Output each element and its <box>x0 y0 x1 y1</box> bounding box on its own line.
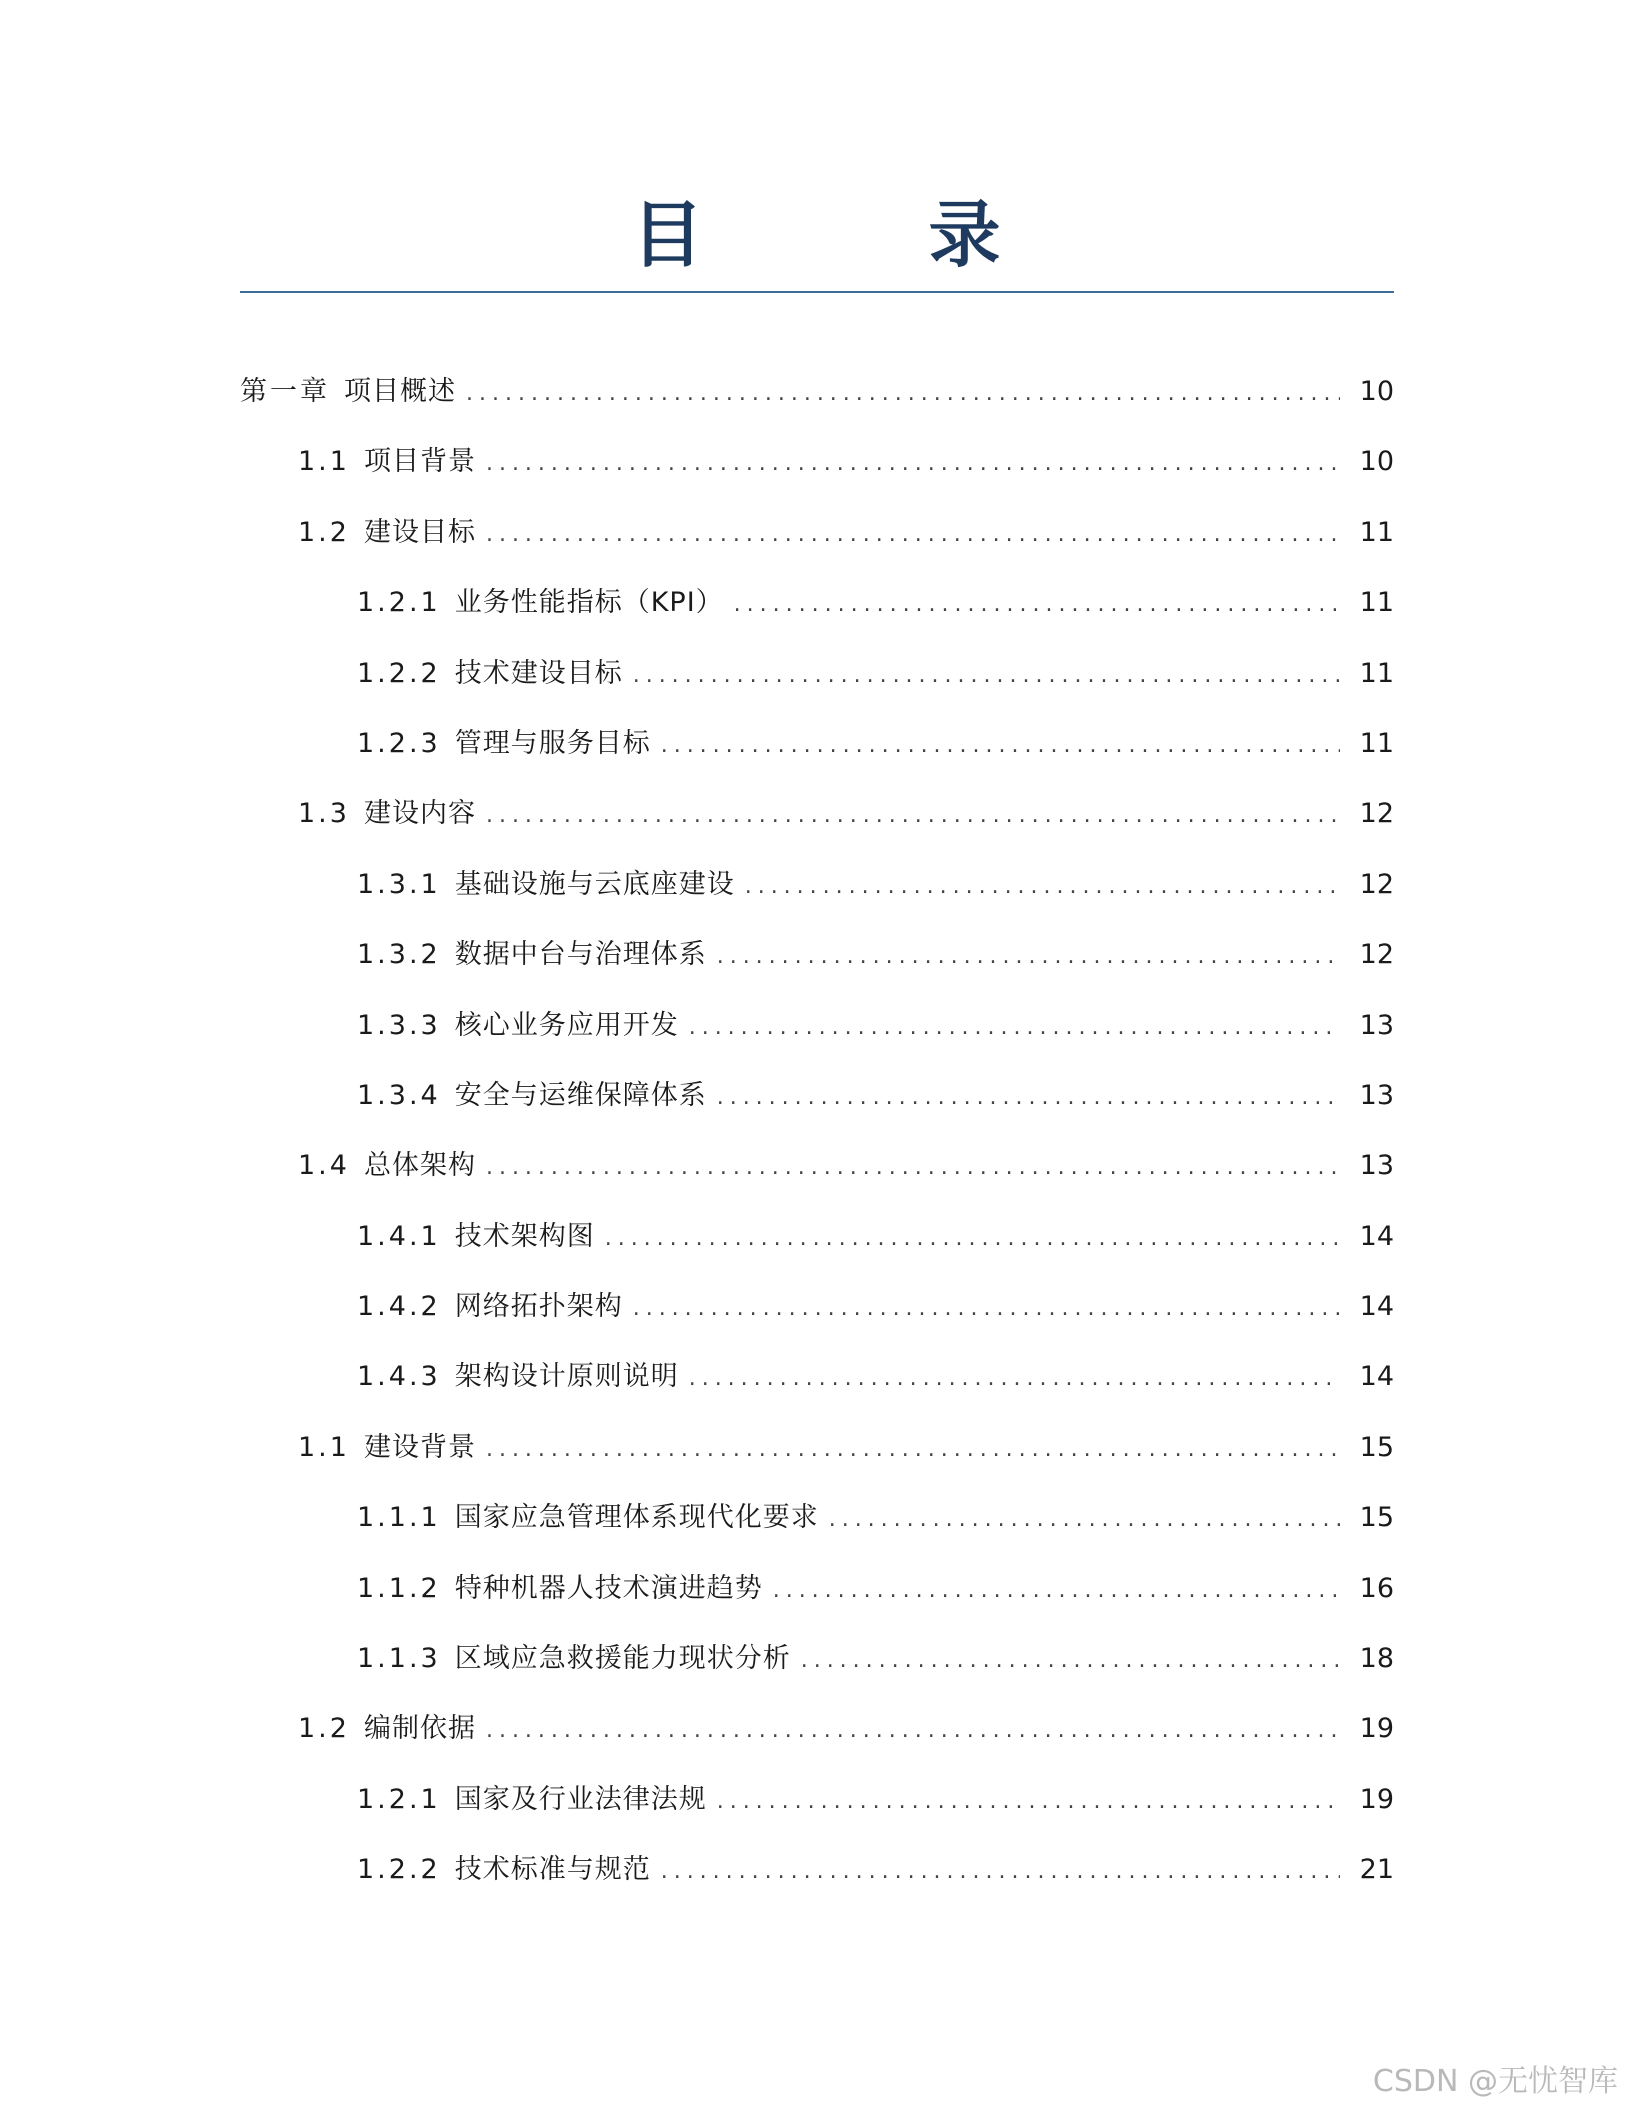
toc-entry-number: 1.4.2 <box>357 1291 441 1323</box>
toc-dot-leader <box>486 789 1340 843</box>
toc-entry-label: 建设目标 <box>363 516 476 548</box>
toc-entry-label: 编制依据 <box>363 1713 476 1745</box>
toc-entry-label: 项目背景 <box>363 446 476 478</box>
toc-entry-title <box>298 1139 476 1193</box>
toc-page-number: 18 <box>1359 1643 1394 1675</box>
toc-entry-label: 管理与服务目标 <box>454 727 651 759</box>
toc-entry-number: 1.2 <box>298 1713 350 1745</box>
toc-entry-title <box>357 576 724 630</box>
toc-entry-label: 技术建设目标 <box>454 657 623 689</box>
toc-entry-number: 1.2.1 <box>357 1783 441 1815</box>
toc-dot-leader <box>486 508 1340 562</box>
toc-entry-title <box>357 1632 791 1686</box>
toc-entry-label: 建设背景 <box>363 1431 476 1463</box>
toc-entry-number: 1.4.3 <box>357 1361 441 1393</box>
toc-entry-title <box>357 1843 651 1897</box>
toc-entry[interactable] <box>240 1280 1394 1350</box>
toc-entry-number: 1.3.1 <box>357 868 441 900</box>
toc-entry-number: 1.3.2 <box>357 939 441 971</box>
toc-page-number: 12 <box>1359 868 1394 900</box>
toc-entry-number: 1.1 <box>298 446 350 478</box>
toc-entry-number: 1.2.2 <box>357 657 441 689</box>
toc-page-number: 21 <box>1359 1854 1394 1886</box>
toc-entry-number: 1.1 <box>298 1431 350 1463</box>
toc-entry-number: 1.3.3 <box>357 1009 441 1041</box>
toc-entry[interactable] <box>240 999 1394 1069</box>
toc-entry[interactable] <box>240 1562 1394 1632</box>
toc-entry-label: 架构设计原则说明 <box>454 1361 679 1393</box>
toc-entry-label: 建设内容 <box>363 798 476 830</box>
toc-entry-label: 国家应急管理体系现代化要求 <box>454 1502 819 1534</box>
toc-entry-label: 数据中台与治理体系 <box>454 939 707 971</box>
watermark: CSDN @无忧智库 <box>1372 2064 1618 2099</box>
toc-entry-label: 业务性能指标（KPI） <box>454 587 724 619</box>
toc-dot-leader <box>633 1282 1340 1336</box>
toc-entry-number: 1.2.1 <box>357 587 441 619</box>
toc-entry[interactable] <box>240 1843 1394 1913</box>
toc-page-number: 14 <box>1359 1361 1394 1393</box>
toc-dot-leader <box>717 930 1340 984</box>
toc-page-number: 19 <box>1359 1783 1394 1815</box>
toc-dot-leader <box>661 1845 1340 1899</box>
toc-entry-title <box>298 1421 476 1475</box>
toc-entry-label: 区域应急救援能力现状分析 <box>454 1643 791 1675</box>
toc-page-number: 16 <box>1359 1572 1394 1604</box>
toc-page-number: 13 <box>1359 1150 1394 1182</box>
toc-entry-label: 基础设施与云底座建设 <box>454 868 735 900</box>
toc-entry-number: 1.2 <box>298 516 350 548</box>
toc-page-number: 13 <box>1359 1009 1394 1041</box>
toc-entry-label: 技术架构图 <box>454 1220 595 1252</box>
toc-dot-leader <box>689 1352 1340 1406</box>
toc-entry-number: 1.1.2 <box>357 1572 441 1604</box>
toc-dot-leader <box>486 437 1340 491</box>
toc-entry-number: 1.4 <box>298 1150 350 1182</box>
toc-dot-leader <box>486 1423 1340 1477</box>
table-of-contents <box>240 365 1394 1914</box>
toc-entry-title <box>357 999 679 1053</box>
toc-dot-leader <box>689 1001 1340 1055</box>
toc-entry-number: 第一章 <box>240 376 330 407</box>
toc-entry[interactable] <box>240 1350 1394 1420</box>
toc-page-number: 12 <box>1359 939 1394 971</box>
toc-page-number: 11 <box>1359 587 1394 619</box>
toc-page-number: 10 <box>1359 446 1394 478</box>
toc-entry-label: 网络拓扑架构 <box>454 1291 623 1323</box>
toc-page-number: 13 <box>1359 1079 1394 1111</box>
toc-entry[interactable] <box>240 576 1394 646</box>
toc-entry-title <box>357 1773 707 1827</box>
toc-entry[interactable] <box>240 647 1394 717</box>
toc-entry-title <box>240 365 456 419</box>
toc-entry-title <box>298 1702 476 1756</box>
toc-page-number: 14 <box>1359 1220 1394 1252</box>
toc-page-number: 15 <box>1359 1431 1394 1463</box>
toc-entry-title <box>357 717 651 771</box>
toc-entry[interactable] <box>240 1632 1394 1702</box>
toc-entry-title <box>357 647 623 701</box>
toc-dot-leader <box>717 1071 1340 1125</box>
toc-entry-label: 国家及行业法律法规 <box>454 1783 707 1815</box>
toc-entry[interactable] <box>240 365 1394 435</box>
toc-dot-leader <box>661 719 1340 773</box>
toc-page-number: 10 <box>1359 376 1394 407</box>
toc-dot-leader <box>829 1493 1340 1547</box>
toc-page-number: 11 <box>1359 657 1394 689</box>
toc-entry-label: 技术标准与规范 <box>454 1854 651 1886</box>
toc-entry-label: 项目概述 <box>344 376 456 407</box>
toc-dot-leader <box>466 367 1340 421</box>
toc-entry-number: 1.2.3 <box>357 727 441 759</box>
toc-entry[interactable] <box>240 1702 1394 1772</box>
toc-entry[interactable] <box>240 1421 1394 1491</box>
toc-entry-label: 核心业务应用开发 <box>454 1009 679 1041</box>
toc-entry[interactable] <box>240 787 1394 857</box>
toc-entry-title <box>357 858 735 912</box>
toc-entry-label: 特种机器人技术演进趋势 <box>454 1572 763 1604</box>
toc-entry-title <box>357 1069 707 1123</box>
toc-dot-leader <box>486 1141 1340 1195</box>
toc-dot-leader <box>745 860 1340 914</box>
toc-entry-title <box>298 435 476 489</box>
toc-page-number: 15 <box>1359 1502 1394 1534</box>
toc-dot-leader <box>486 1704 1340 1758</box>
toc-entry-number: 1.4.1 <box>357 1220 441 1252</box>
toc-dot-leader <box>773 1564 1340 1618</box>
toc-entry[interactable] <box>240 1139 1394 1209</box>
toc-entry-number: 1.2.2 <box>357 1854 441 1886</box>
toc-entry-number: 1.3.4 <box>357 1079 441 1111</box>
toc-entry[interactable] <box>240 717 1394 787</box>
toc-page-number: 14 <box>1359 1291 1394 1323</box>
toc-dot-leader <box>633 649 1340 703</box>
toc-entry-title <box>357 1491 819 1545</box>
toc-entry-title <box>357 928 707 982</box>
toc-entry[interactable] <box>240 858 1394 928</box>
toc-dot-leader <box>717 1775 1340 1829</box>
toc-entry[interactable] <box>240 928 1394 998</box>
toc-entry-label: 安全与运维保障体系 <box>454 1079 707 1111</box>
toc-entry-number: 1.1.3 <box>357 1643 441 1675</box>
toc-entry-title <box>357 1210 595 1264</box>
toc-page-number: 11 <box>1359 516 1394 548</box>
toc-entry[interactable] <box>240 1491 1394 1561</box>
toc-entry-title <box>357 1562 763 1616</box>
toc-entry-number: 1.1.1 <box>357 1502 441 1534</box>
toc-entry-title <box>357 1350 679 1404</box>
toc-entry-title <box>298 787 476 841</box>
toc-entry[interactable] <box>240 1210 1394 1280</box>
page-title: 目 录 <box>631 193 1101 277</box>
toc-entry-label: 总体架构 <box>363 1150 476 1182</box>
toc-dot-leader <box>605 1212 1340 1266</box>
toc-page-number: 11 <box>1359 727 1394 759</box>
toc-dot-leader <box>801 1634 1340 1688</box>
toc-entry-title <box>298 506 476 560</box>
toc-dot-leader <box>734 578 1340 632</box>
toc-entry[interactable] <box>240 1069 1394 1139</box>
toc-entry[interactable] <box>240 506 1394 576</box>
toc-entry-title <box>357 1280 623 1334</box>
toc-entry-number: 1.3 <box>298 798 350 830</box>
toc-entry[interactable] <box>240 435 1394 505</box>
title-divider <box>240 291 1394 293</box>
toc-page-number: 12 <box>1359 798 1394 830</box>
toc-page-number: 19 <box>1359 1713 1394 1745</box>
toc-entry[interactable] <box>240 1773 1394 1843</box>
